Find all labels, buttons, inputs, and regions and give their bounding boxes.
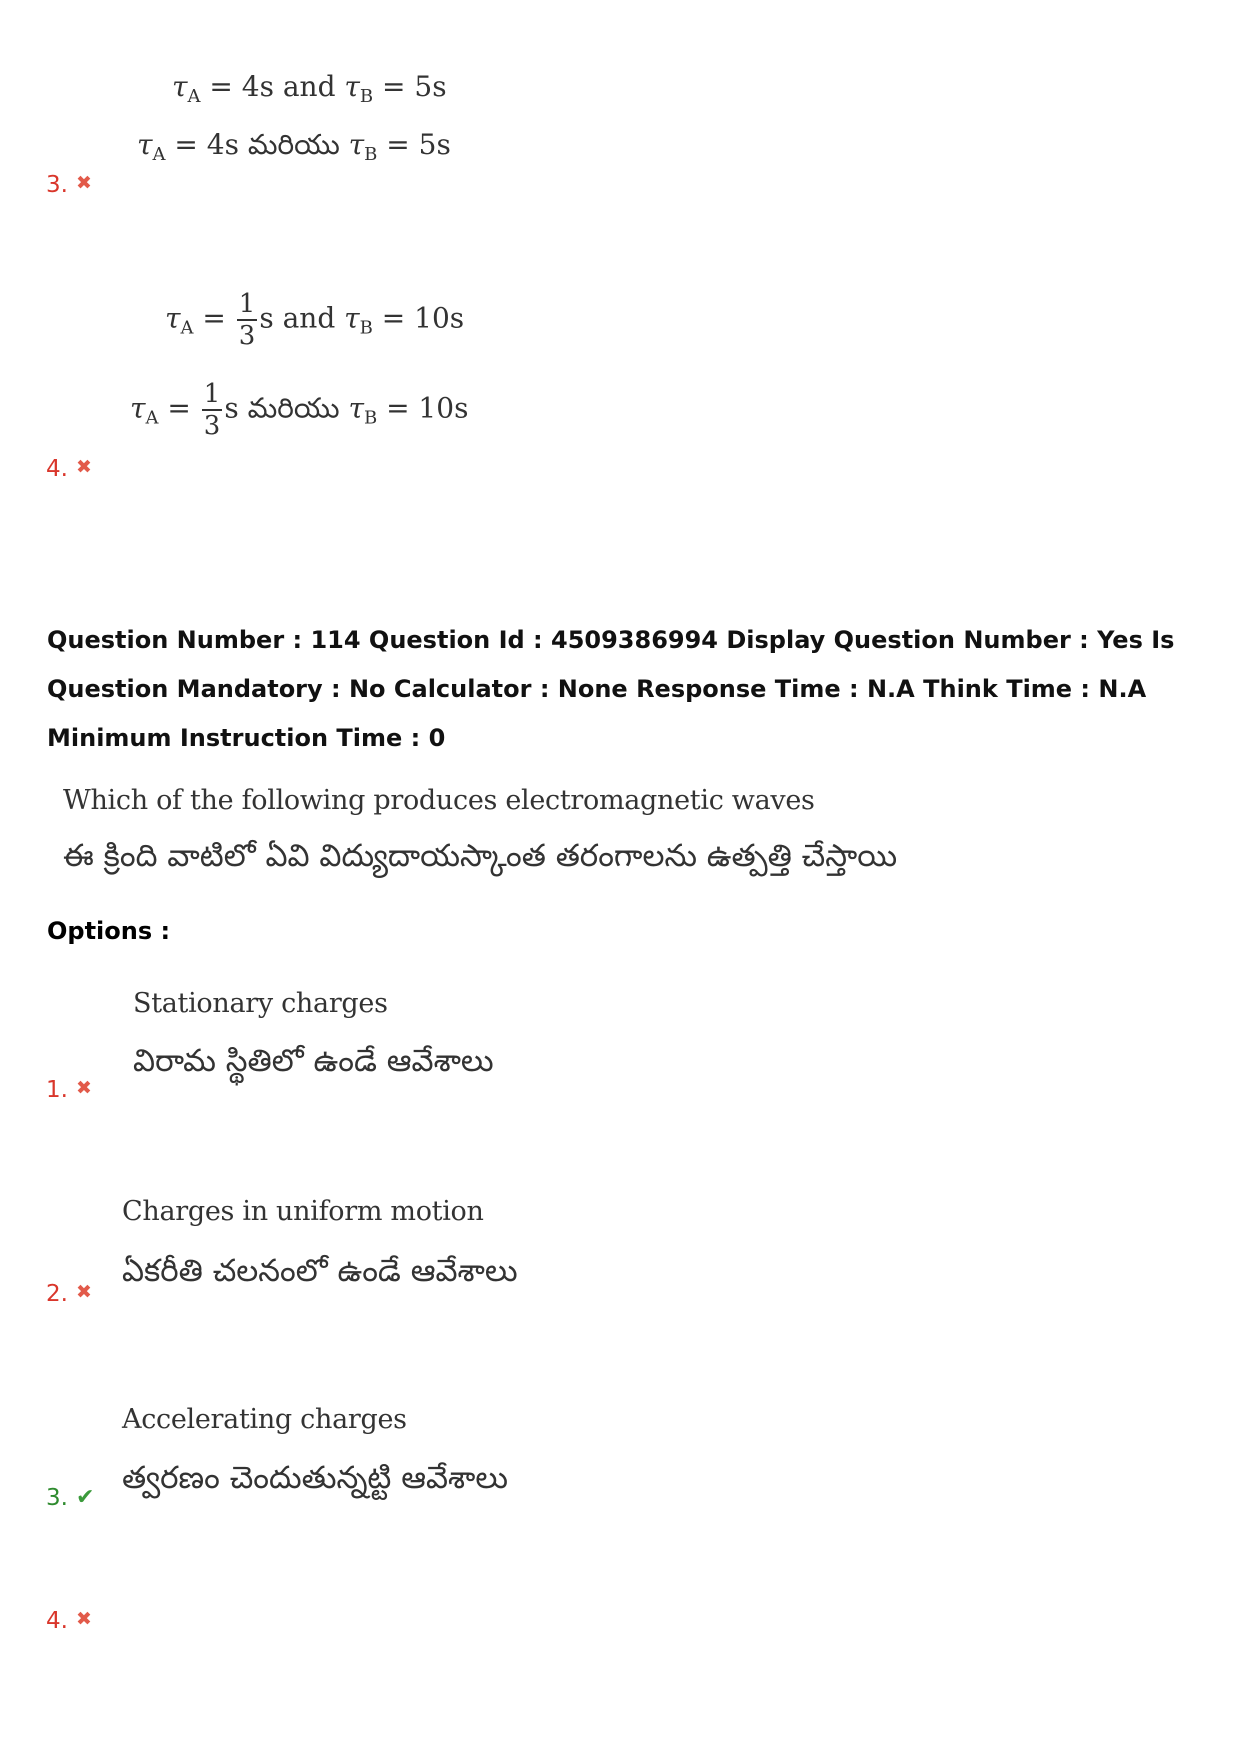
cross-icon: ✖ (75, 172, 92, 194)
cross-icon: ✖ (75, 1281, 92, 1303)
option-3-telugu: త్వరణం చెందుతున్నట్టి ఆవేశాలు (122, 1460, 509, 1496)
option-2-number: 2. ✖ (46, 1281, 92, 1307)
fraction: $\frac{1}{3}$ (238, 289, 256, 351)
question-meta: Question Number : 114 Question Id : 4509386994 Display Question Number : Yes Is Question Mandatory : No Calculator : None Response Time : N.A Think Time : N.A Minimum Instruction Time : 0 (47, 626, 1175, 752)
check-icon: ✔ (75, 1485, 95, 1510)
question-text-english: Which of the following produces electromagnetic waves (63, 785, 815, 816)
prev-option-4-number: 4. ✖ (46, 456, 92, 482)
prev-option-3-telugu: $\tau_A = 4s$ మరియు $\tau_B = 5s$ (137, 128, 451, 165)
option-1-telugu: విరామ స్థితిలో ఉండే ఆవేశాలు (133, 1043, 494, 1079)
prev-option-4-english: $\tau_A$ = $\frac{1}{3}$ s and $\tau_B = 10s$ (165, 289, 465, 351)
cross-icon: ✖ (75, 456, 92, 478)
cross-icon: ✖ (75, 1608, 92, 1630)
option-2-english: Charges in uniform motion (122, 1196, 484, 1227)
prev-option-3-english: $\tau_A = 4s$ and $\tau_B = 5s$ (172, 70, 447, 107)
option-3-english: Accelerating charges (122, 1404, 407, 1435)
option-1-english: Stationary charges (133, 988, 388, 1019)
option-1-number: 1. ✖ (46, 1077, 92, 1103)
options-label: Options : (47, 917, 171, 945)
question-text-telugu: ఈ క్రింది వాటిలో ఏవి విద్యుదాయస్కాంత తరంగాలను ఉత్పత్తి చేస్తాయి (63, 838, 898, 874)
prev-option-3-number: 3. ✖ (46, 172, 92, 198)
fraction: $\frac{1}{3}$ (203, 379, 221, 441)
option-3-number: 3. ✔ (46, 1485, 95, 1511)
prev-option-4-telugu: $\tau_A$ = $\frac{1}{3}$ s మరియు $\tau_B = 10s$ (130, 379, 469, 441)
cross-icon: ✖ (75, 1077, 92, 1099)
option-4-number: 4. ✖ (46, 1608, 92, 1634)
option-2-telugu: ఏకరీతి చలనంలో ఉండే ఆవేశాలు (122, 1253, 518, 1289)
